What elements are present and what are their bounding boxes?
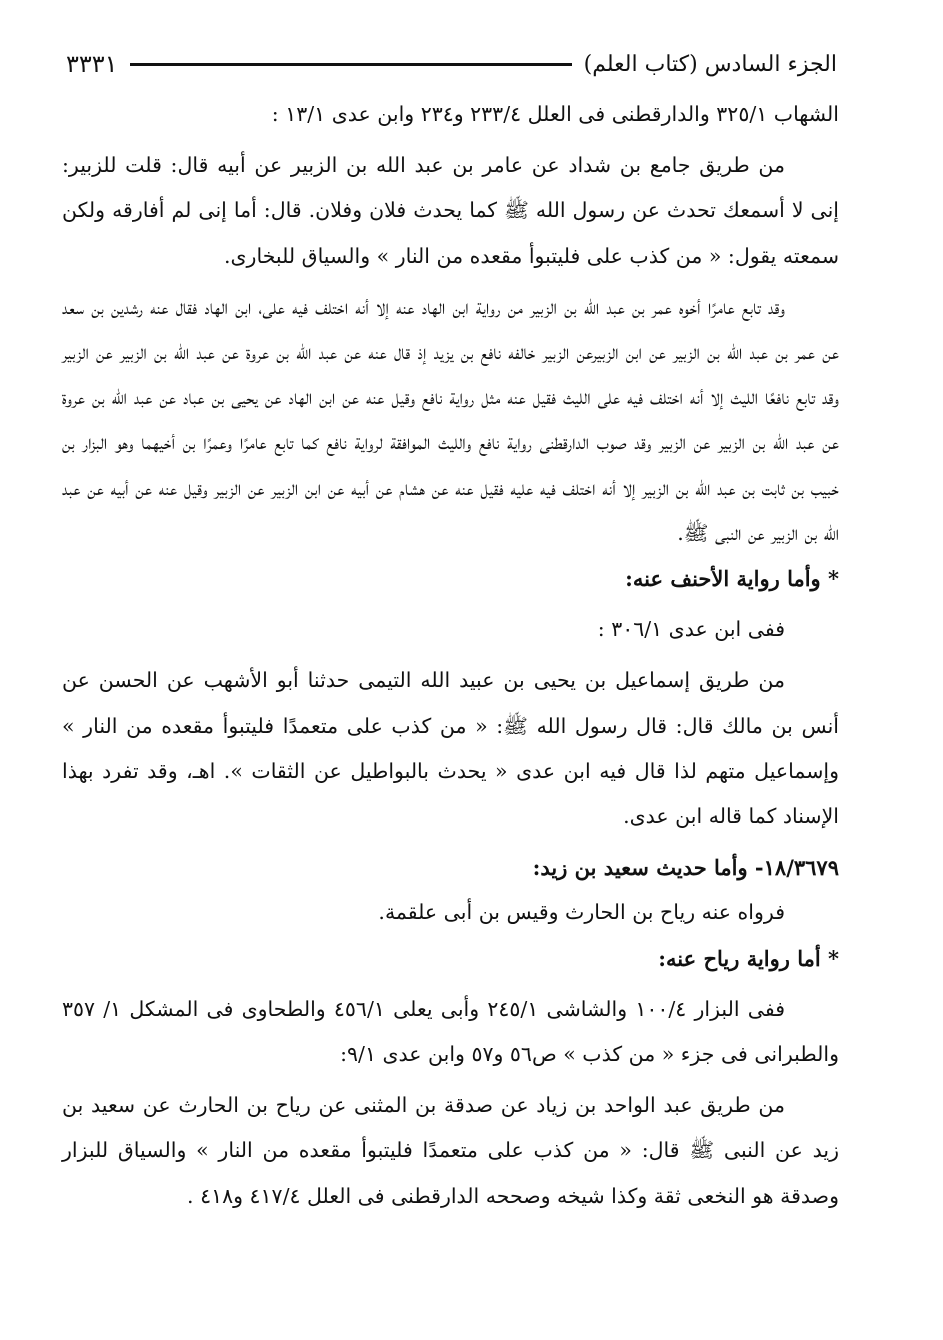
page-header [66,44,837,84]
page-number: ٣٣٣١ [66,50,118,78]
section-heading-riyah: * أما رواية رياح عنه: [658,945,839,971]
isnad-paragraph: من طريق عبد الواحد بن زياد عن صدقة بن المثنى عن رياح بن الحارث عن سعيد بن زيد عن النبى ﷺ قال: « من كذب على متعمدًا فليتبوأ مقعده من النار » والسياق للبزار وصدقة هو النخعى ثقة وكذا شيخه وصححه الدارقطنى فى العلل ٤١٧/٤ و٤١٨ . [62,1093,839,1208]
header-rule [130,63,572,66]
isnad-paragraph: من طريق إسماعيل بن يحيى بن عبيد الله التيمى حدثنا أبو الأشهب عن الحسن عن أنس بن مالك قال: قال رسول الله ﷺ: « من كذب على متعمدًا فليتبوأ مقعده من النار » وإسماعيل متهم لذا قال فيه ابن عدى « يحدث بالبواطيل عن الثقات ». اهـ، وقد تفرد بهذا الإسناد كما قاله ابن عدى. [62,668,839,829]
hadith-heading: ١٨/٣٦٧٩- وأما حديث سعيد بن زيد: [532,855,839,881]
narrators-paragraph: فرواه عنه رياح بن الحارث وقيس بن أبى علقمة. [378,900,785,925]
citation-paragraph: الشهاب ٣٢٥/١ والدارقطنى فى العلل ٢٣٣/٤ و٢٣٤ وابن عدى ١٣/١ : [271,102,839,126]
discussion-paragraph: وقد تابع عامرًا أخوه عمر بن عبد الله بن الزبير من رواية ابن الهاد عنه إلا أنه اختلف فيه على، ابن الهاد فقال عنه رشدين بن سعد عن عمر بن عبد الله بن الزبير عن ابن الزبيرعن الزبير خالفه نافع بن يزيد إذ قال عنه عن عبد الله بن عروة عن عبد الله بن الزبير عن الزبير وقد تابع نافعًا الليث إلا أنه اختلف فيه على الليث فقيل عنه مثل رواية نافع وقيل عنه عن ابن الهاد عن يحيى بن عباد عن عبد الله بن عروة عن عبد الله بن الزبير عن الزبير وقد صوب الدارقطنى رواية نافع والليث الموافقة لرواية نافع كما تابع عامرًا وعمرًا بن أخيهما وهو البزار بن خبيب بن ثابت بن عبد الله بن الزبير إلا أنه اختلف فيه عليه فقيل عنه عن هشام عن أبيه عن ابن الزبير عن الزبير وقيل عنه عن أبيه عن عبد الله بن الزبير عن النبى ﷺ. [62,294,839,545]
section-heading-ahnaf: * وأما رواية الأحنف عنه: [625,566,839,592]
citation-paragraph: ففى ابن عدى ٣٠٦/١ : [597,617,785,642]
isnad-paragraph: من طريق جامع بن شداد عن عامر بن عبد الله بن الزبير عن أبيه قال: قلت للزبير: إنى لا أسمعك تحدث عن رسول الله ﷺ كما يحدث فلان وفلان. قال: أما إنى لم أفارقه ولكن سمعته يقول: « من كذب على فليتبوأ مقعده من النار » والسياق للبخارى. [62,153,839,268]
citation-paragraph: ففى البزار ١٠٠/٤ والشاشى ٢٤٥/١ وأبى يعلى ٤٥٦/١ والطحاوى فى المشكل ١/ ٣٥٧ والطبرانى فى جزء « من كذب » ص٥٦ و٥٧ وابن عدى ٩/١: [62,996,839,1067]
page-body [62,92,839,1219]
running-title: الجزء السادس (كتاب العلم) [583,51,837,77]
